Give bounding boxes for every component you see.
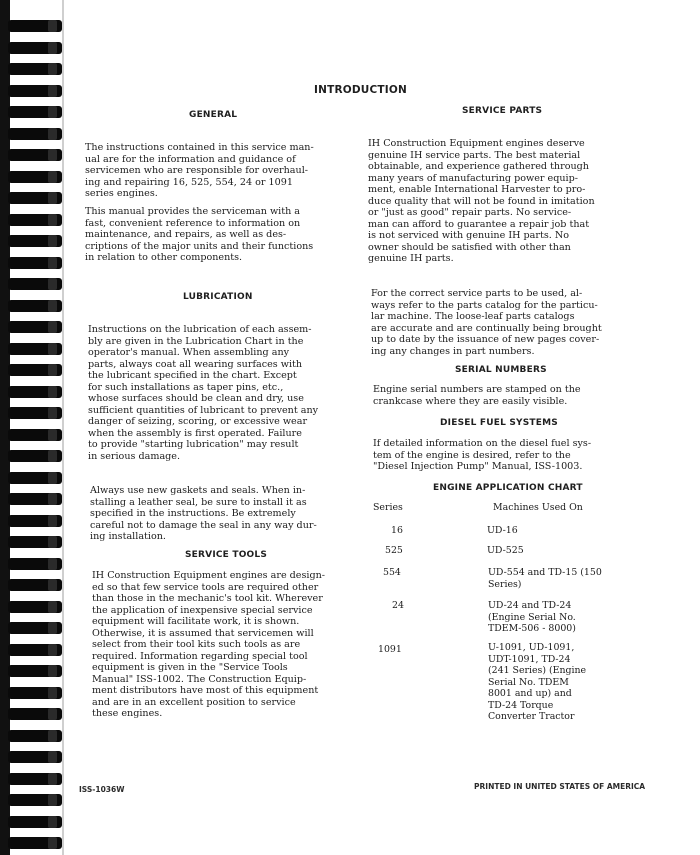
binding-coil bbox=[8, 472, 62, 484]
binding-coil bbox=[8, 278, 62, 290]
binding-coil bbox=[8, 794, 62, 806]
binding-coil bbox=[8, 300, 62, 312]
lubrication-paragraph-2: Always use new gaskets and seals. When in- stalling a leather seal, be sure to install it as specified in the instructions. Be extremely careful not to damage the seal in any way dur- ing installation. bbox=[90, 485, 317, 542]
diesel-fuel-heading: DIESEL FUEL SYSTEMS bbox=[440, 418, 558, 428]
binding-coil bbox=[8, 601, 62, 613]
general-heading: GENERAL bbox=[189, 110, 238, 120]
service-tools-heading: SERVICE TOOLS bbox=[185, 550, 268, 560]
chart-machines-525: UD-525 bbox=[487, 545, 524, 556]
binding-coil bbox=[8, 687, 62, 699]
binding-coil bbox=[8, 149, 62, 161]
serial-numbers-paragraph: Engine serial numbers are stamped on the crankcase where they are easily visible. bbox=[373, 384, 581, 407]
binding-coil bbox=[8, 106, 62, 118]
binding-coil bbox=[8, 343, 62, 355]
binding-coil bbox=[8, 321, 62, 333]
binding-coil bbox=[8, 558, 62, 570]
chart-series-554: 554 bbox=[383, 567, 401, 578]
chart-series-1091: 1091 bbox=[378, 644, 402, 655]
binding-coil bbox=[8, 665, 62, 677]
form-number: ISS-1036W bbox=[79, 785, 125, 794]
binding-coil bbox=[8, 751, 62, 763]
binding-coil bbox=[8, 730, 62, 742]
binding-coil bbox=[8, 364, 62, 376]
engine-chart-heading: ENGINE APPLICATION CHART bbox=[433, 483, 583, 493]
service-tools-paragraph: IH Construction Equipment engines are design- ed so that few service tools are required other than those in the mechanic's tool kit. Wherever the application of inexpensive special service equipment will facilitate work, it is shown. Otherwise, it is assumed that servicemen will select from their tool kits such tools as are required. Information regarding special tool equipment is given in the "Service Tools Manual" ISS-1002. The Construction Equip- ment distributors have most of this equipment and are in an excellent position to service these engines. bbox=[92, 570, 326, 719]
binding-coil bbox=[8, 622, 62, 634]
chart-machines-1091: U-1091, UD-1091, UDT-1091, TD-24 (241 Series) (Engine Serial No. TDEM 8001 and up) and TD-24 Torque Converter Tractor bbox=[488, 642, 587, 722]
service-parts-heading: SERVICE PARTS bbox=[462, 106, 543, 116]
binding-coil bbox=[8, 214, 62, 226]
binding-coil bbox=[8, 493, 62, 505]
chart-machines-24: UD-24 and TD-24 (Engine Serial No. TDEM-506 - 8000) bbox=[488, 600, 576, 634]
page-title: INTRODUCTION bbox=[314, 84, 407, 96]
chart-series-24: 24 bbox=[392, 600, 404, 611]
service-parts-paragraph-1: IH Construction Equipment engines deserve genuine IH service parts. The best material obtainable, and experience gathered through many years of manufacturing power equip- ment, enable International Harvester to pro- duce quality that will not be found in imitation or "just as good" repair parts. No service- man can afford to guarantee a repair job that is not serviced with genuine IH parts. No owner should be satisfied with other than genuine IH parts. bbox=[368, 138, 595, 264]
paper-edge bbox=[62, 0, 64, 855]
binding-coil bbox=[8, 20, 62, 32]
chart-machines-554: UD-554 and TD-15 (150 Series) bbox=[488, 567, 602, 590]
spiral-binding bbox=[0, 0, 64, 855]
chart-series-525: 525 bbox=[385, 545, 403, 556]
binding-coil bbox=[8, 429, 62, 441]
chart-series-16: 16 bbox=[391, 525, 403, 536]
diesel-fuel-paragraph: If detailed information on the diesel fuel sys- tem of the engine is desired, refer to the "Diesel Injection Pump" Manual, ISS-1003. bbox=[373, 438, 592, 472]
chart-column-machines: Machines Used On bbox=[493, 502, 583, 513]
binding-coil bbox=[8, 644, 62, 656]
binding-coil bbox=[8, 708, 62, 720]
binding-coil bbox=[8, 42, 62, 54]
lubrication-heading: LUBRICATION bbox=[183, 292, 253, 302]
binding-coil bbox=[8, 536, 62, 548]
serial-numbers-heading: SERIAL NUMBERS bbox=[455, 365, 547, 375]
chart-column-series: Series bbox=[373, 502, 403, 513]
lubrication-paragraph-1: Instructions on the lubrication of each assem- bly are given in the Lubrication Chart in the operator's manual. When assembling any parts, always coat all wearing surfaces with the lubricant specified in the chart. Except for such installations as taper pins, etc., whose surfaces should be clean and dry, use sufficient quantities of lubricant to prevent any danger of seizing, scoring, or excessive wear when the assembly is first operated. Failure to provide "starting lubrication" may result in serious damage. bbox=[88, 324, 319, 462]
binding-coil bbox=[8, 63, 62, 75]
binding-coil bbox=[8, 85, 62, 97]
service-parts-paragraph-2: For the correct service parts to be used, al- ways refer to the parts catalog for the particu- lar machine. The loose-leaf parts catalogs are accurate and are continually being brought up to date by the issuance of new pages cover- ing any changes in part numbers. bbox=[371, 288, 602, 357]
binding-coil bbox=[8, 235, 62, 247]
printed-notice: PRINTED IN UNITED STATES OF AMERICA bbox=[474, 782, 646, 791]
general-paragraph-2: This manual provides the serviceman with a fast, convenient reference to information on maintenance, and repairs, as well as des- criptions of the major units and their functions in relation to other components. bbox=[85, 206, 314, 263]
binding-coil bbox=[8, 407, 62, 419]
binding-coil bbox=[8, 450, 62, 462]
binding-coil bbox=[8, 837, 62, 849]
binding-coil bbox=[8, 579, 62, 591]
binding-coil bbox=[8, 816, 62, 828]
binding-coil bbox=[8, 192, 62, 204]
chart-machines-16: UD-16 bbox=[487, 525, 518, 536]
binding-coil bbox=[8, 171, 62, 183]
binding-coil bbox=[8, 128, 62, 140]
binding-coil bbox=[8, 515, 62, 527]
general-paragraph-1: The instructions contained in this service man- ual are for the information and guidance of servicemen who are responsible for overhaul- ing and repairing 16, 525, 554, 24 or 1091 series engines. bbox=[85, 142, 314, 199]
binding-coil bbox=[8, 773, 62, 785]
binding-coil bbox=[8, 386, 62, 398]
binding-coil bbox=[8, 257, 62, 269]
